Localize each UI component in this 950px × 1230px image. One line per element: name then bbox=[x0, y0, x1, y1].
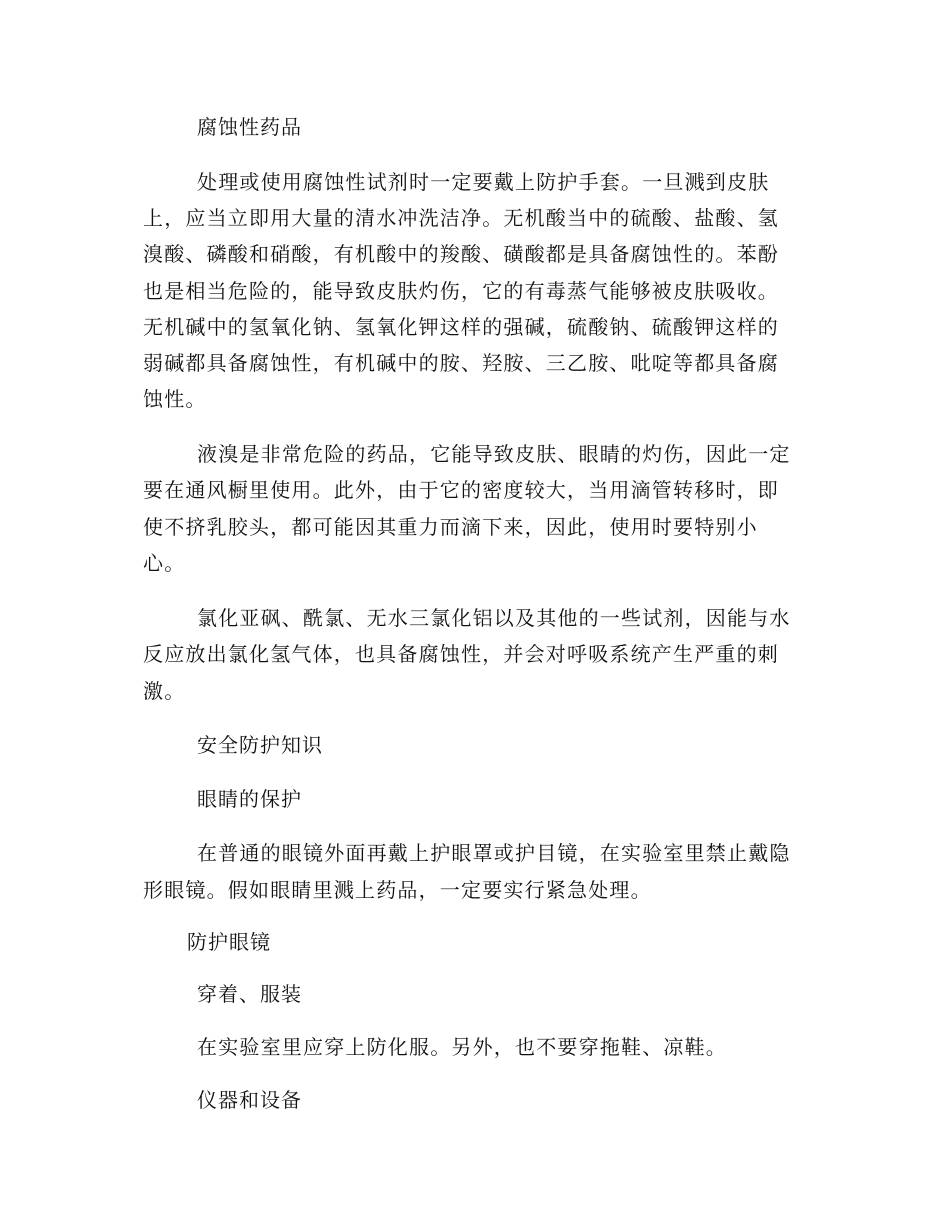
section-heading-clothing: 穿着、服装 bbox=[197, 982, 302, 1006]
section-heading-safety-protection: 安全防护知识 bbox=[197, 733, 323, 757]
paragraph-eye-protection-line-1: 在普通的眼镜外面再戴上护眼罩或护目镜，在实验室里禁止戴隐 bbox=[197, 841, 791, 865]
section-heading-instruments-equipment: 仪器和设备 bbox=[197, 1088, 302, 1112]
paragraph-bromine-line-2: 要在通风橱里使用。此外，由于它的密度较大，当用滴管转移时，即 bbox=[143, 478, 779, 502]
paragraph-bromine-line-1: 液溴是非常危险的药品，它能导致皮肤、眼睛的灼伤，因此一定 bbox=[197, 442, 791, 466]
section-heading-corrosive-chemicals: 腐蚀性药品 bbox=[197, 115, 302, 139]
paragraph-eye-protection-line-2: 形眼镜。假如眼睛里溅上药品，一定要实行紧急处理。 bbox=[143, 878, 652, 902]
paragraph-corrosive-line-1: 处理或使用腐蚀性试剂时一定要戴上防护手套。一旦溅到皮肤 bbox=[197, 170, 770, 194]
paragraph-corrosive-line-2: 上，应当立即用大量的清水冲洗洁净。无机酸当中的硫酸、盐酸、氢 bbox=[143, 206, 779, 230]
paragraph-chlorides-line-1: 氯化亚砜、酰氯、无水三氯化铝以及其他的一些试剂，因能与水 bbox=[197, 606, 791, 630]
section-heading-safety-glasses: 防护眼镜 bbox=[187, 930, 271, 954]
section-heading-eye-protection: 眼睛的保护 bbox=[197, 787, 302, 811]
paragraph-corrosive-line-3: 溴酸、磷酸和硝酸，有机酸中的羧酸、磺酸都是具备腐蚀性的。苯酚 bbox=[143, 242, 779, 266]
paragraph-corrosive-line-5: 无机碱中的氢氧化钠、氢氧化钾这样的强碱，硫酸钠、硫酸钾这样的 bbox=[143, 315, 779, 339]
paragraph-chlorides-line-3: 激。 bbox=[143, 679, 186, 703]
paragraph-bromine-line-4: 心。 bbox=[143, 551, 186, 575]
paragraph-corrosive-line-7: 蚀性。 bbox=[143, 387, 207, 411]
paragraph-bromine-line-3: 使不挤乳胶头，都可能因其重力而滴下来，因此，使用时要特别小 bbox=[143, 515, 758, 539]
paragraph-clothing-line-1: 在实验室里应穿上防化服。另外，也不要穿拖鞋、凉鞋。 bbox=[197, 1035, 727, 1059]
paragraph-corrosive-line-6: 弱碱都具备腐蚀性，有机碱中的胺、羟胺、三乙胺、吡啶等都具备腐 bbox=[143, 351, 779, 375]
paragraph-corrosive-line-4: 也是相当危险的，能导致皮肤灼伤，它的有毒蒸气能够被皮肤吸收。 bbox=[143, 279, 779, 303]
paragraph-chlorides-line-2: 反应放出氯化氢气体，也具备腐蚀性，并会对呼吸系统产生严重的刺 bbox=[143, 642, 779, 666]
